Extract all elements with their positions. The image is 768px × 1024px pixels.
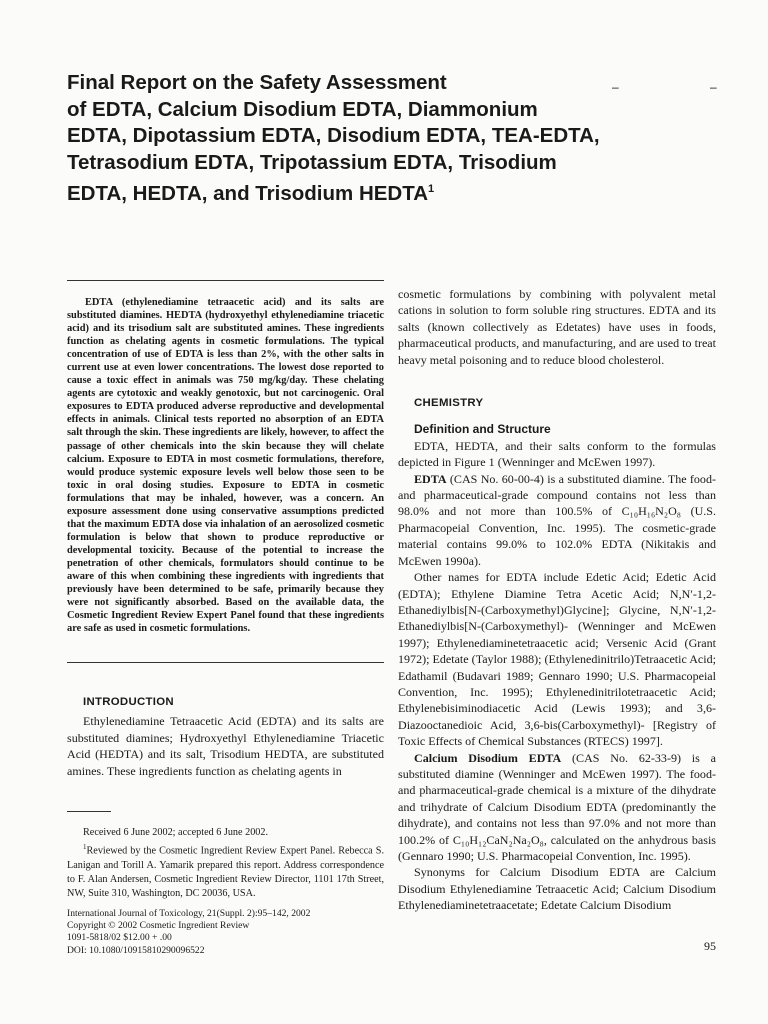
title-line: EDTA, Dipotassium EDTA, Disodium EDTA, TEA-EDTA,	[67, 124, 600, 147]
footnote-rule	[67, 811, 111, 812]
paragraph: EDTA, HEDTA, and their salts conform to the formulas depicted in Figure 1 (Wenninger and McEwen 1997).	[398, 438, 716, 470]
paragraph: Synonyms for Calcium Disodium EDTA are Calcium Disodium Ethylenediamine Tetraacetic Acid; Calcium Disodium Ethylenediaminetetraacetate; Edetate Calcium Disodium	[398, 865, 716, 913]
paragraph: Other names for EDTA include Edetic Acid; Edetic Acid (EDTA); Ethylene Diamine Tetra Acetic Acid; N,N′-1,2-Ethanediylbis[N-(Carboxymethyl)Glycine]; Glycine, N,N′-1,2-Ethanediylbis[N-(Carboxymethyl)- (Wenninger and McEwen 1997); Ethylenediaminetetraacetic acid; Versenic Acid (Grant 1972); Edetate (Taylor 1988); (Ethylenedinitrilo)Tetraacetic Acid; Edathamil (Budavari 1989; Gennaro 1990; U.S. Pharmacopeial Convention, Inc. 1995); Ethylenedinitrilotetraacetic Acid; Ethylenebisiminodiacetic Acid (Lewis 1993); and 3,6-Diazooctanedioic Acid, 3,6-bis(Carboxymethyl)- [Registry of Toxic Effects of Chemical Substances (RTECS) 1997].	[398, 570, 716, 749]
article-title	[67, 70, 627, 208]
intro-continuation: cosmetic formulations by combining with polyvalent metal cations in solution to form soluble ring structures. EDTA and its salts (known collectively as Edetates) have uses in foods, pharmaceutical products, and manufacturing, and are used to treat heavy metal poisoning and to reduce blood cholesterol.	[398, 287, 716, 367]
paragraph	[398, 471, 716, 569]
abstract-top-rule	[67, 280, 384, 281]
introduction-section	[67, 694, 384, 779]
corner-marks: – –	[612, 80, 761, 94]
paragraph-text: (CAS No. 60-00-4) is a substituted diamine. The food- and pharmaceutical-grade compound contains not less than 98.0% and not more than 100.5% of C₁₀H₁₆N₂O₈ (U.S. Pharmacopeial Convention, Inc. 1995). The cosmetic-grade material contains 99.0% to 102.0% EDTA (Nikitakis and McEwen 1990a).	[398, 471, 716, 568]
definition-heading: Definition and Structure	[414, 422, 551, 437]
title-line	[67, 176, 627, 208]
issn: 1091-5818/02 $12.00 + .00	[67, 932, 172, 944]
paragraph	[398, 750, 716, 865]
author-note-text: Reviewed by the Cosmetic Ingredient Review Expert Panel. Rebecca S. Lanigan and Torill A. Yamarik prepared this report. Address correspondence to F. Alan Andersen, Cosmetic Ingredient Review Director, 1101 17th Street, NW, Suite 310, Washington, DC 20036, USA.	[67, 845, 384, 899]
abstract-bottom-rule	[67, 662, 384, 663]
title-line-text: EDTA, HEDTA, and Trisodium HEDTA	[67, 182, 429, 205]
journal-citation: International Journal of Toxicology, 21(Suppl. 2):95–142, 2002	[67, 908, 311, 919]
received-note: Received 6 June 2002; accepted 6 June 2002.	[83, 827, 269, 838]
abstract: EDTA (ethylenediamine tetraacetic acid) and its salts are substituted diamines. HEDTA (hydroxyethyl ethylenediamine triacetic acid) and its trisodium salt are substituted amines. These ingredients function as chelating agents in cosmetic formulations. The typical concentration of use of EDTA is less than 2%, with the other salts in current use at even lower concentrations. The lowest dose reported to cause a toxic effect in animals was 750 mg/kg/day. These chelating agents are cytotoxic and weakly genotoxic, but not carcinogenic. Oral exposures to EDTA produced adverse reproductive and developmental effects in animals. Clinical tests reported no absorption of an EDTA salt through the skin. These ingredients are likely, however, to affect the passage of other chemicals into the skin because they will chelate calcium. Exposure to EDTA in most cosmetic formulations, therefore, would produce systemic exposure levels well below those seen to be toxic in oral dosing studies. Exposure to EDTA in cosmetic formulations that may be inhaled, however, was a concern. An exposure assessment done using conservative assumptions predicted that the maximum EDTA dose via inhalation of an aerosolized cosmetic formulation is below that shown to produce reproductive or developmental toxicity. Because of the potential to increase the penetration of other chemicals, formulators should continue to be aware of this when combining these ingredients with ingredients that previously have been determined to be safe, primarily because they were not significantly absorbed. Based on the available data, the Cosmetic Ingredient Review Expert Panel found that these ingredients are safe as used in cosmetic formulations.	[67, 297, 384, 635]
title-line: of EDTA, Calcium Disodium EDTA, Diammonium	[67, 97, 538, 121]
copyright: Copyright © 2002 Cosmetic Ingredient Review	[67, 920, 250, 932]
introduction-heading: INTRODUCTION	[83, 696, 174, 708]
page-number: 95	[704, 939, 716, 953]
chemistry-heading: CHEMISTRY	[414, 397, 484, 410]
title-line: Tetrasodium EDTA, Tripotassium EDTA, Trisodium	[67, 150, 557, 174]
term-calcium-disodium-edta: Calcium Disodium EDTA	[414, 750, 562, 765]
journal-footer	[67, 908, 310, 957]
footnotes	[67, 826, 384, 901]
doi: DOI: 10.1080/10915810290096522	[67, 944, 205, 956]
author-note-mark: 1	[83, 843, 87, 852]
right-column	[398, 286, 716, 914]
paragraph-text: (CAS No. 62-33-9) is a substituted diamine (Wenninger and McEwen 1997). The food- and pharmaceutical-grade chemical is a mixture of the dihydrate and trihydrate of Calcium Disodium EDTA (predominantly the dihydrate), and contains not less than 97.0% and not more than 100.2% of C₁₀H₁₂CaN₂Na₂O₈, calculated on the anhydrous basis (Gennaro 1990; U.S. Pharmacopeial Convention, Inc. 1995).	[398, 750, 716, 863]
author-note	[67, 840, 384, 901]
title-line: Final Report on the Safety Assessment	[67, 71, 447, 94]
introduction-text: Ethylenediamine Tetraacetic Acid (EDTA) and its salts are substituted diamines; Hydroxyethyl Ethylenediamine Triacetic Acid (HEDTA) and its salt, Trisodium HEDTA, are substituted amines. These ingredients function as chelating agents in	[67, 714, 384, 778]
title-footnote-mark: 1	[428, 183, 435, 195]
term-edta: EDTA	[414, 471, 447, 486]
